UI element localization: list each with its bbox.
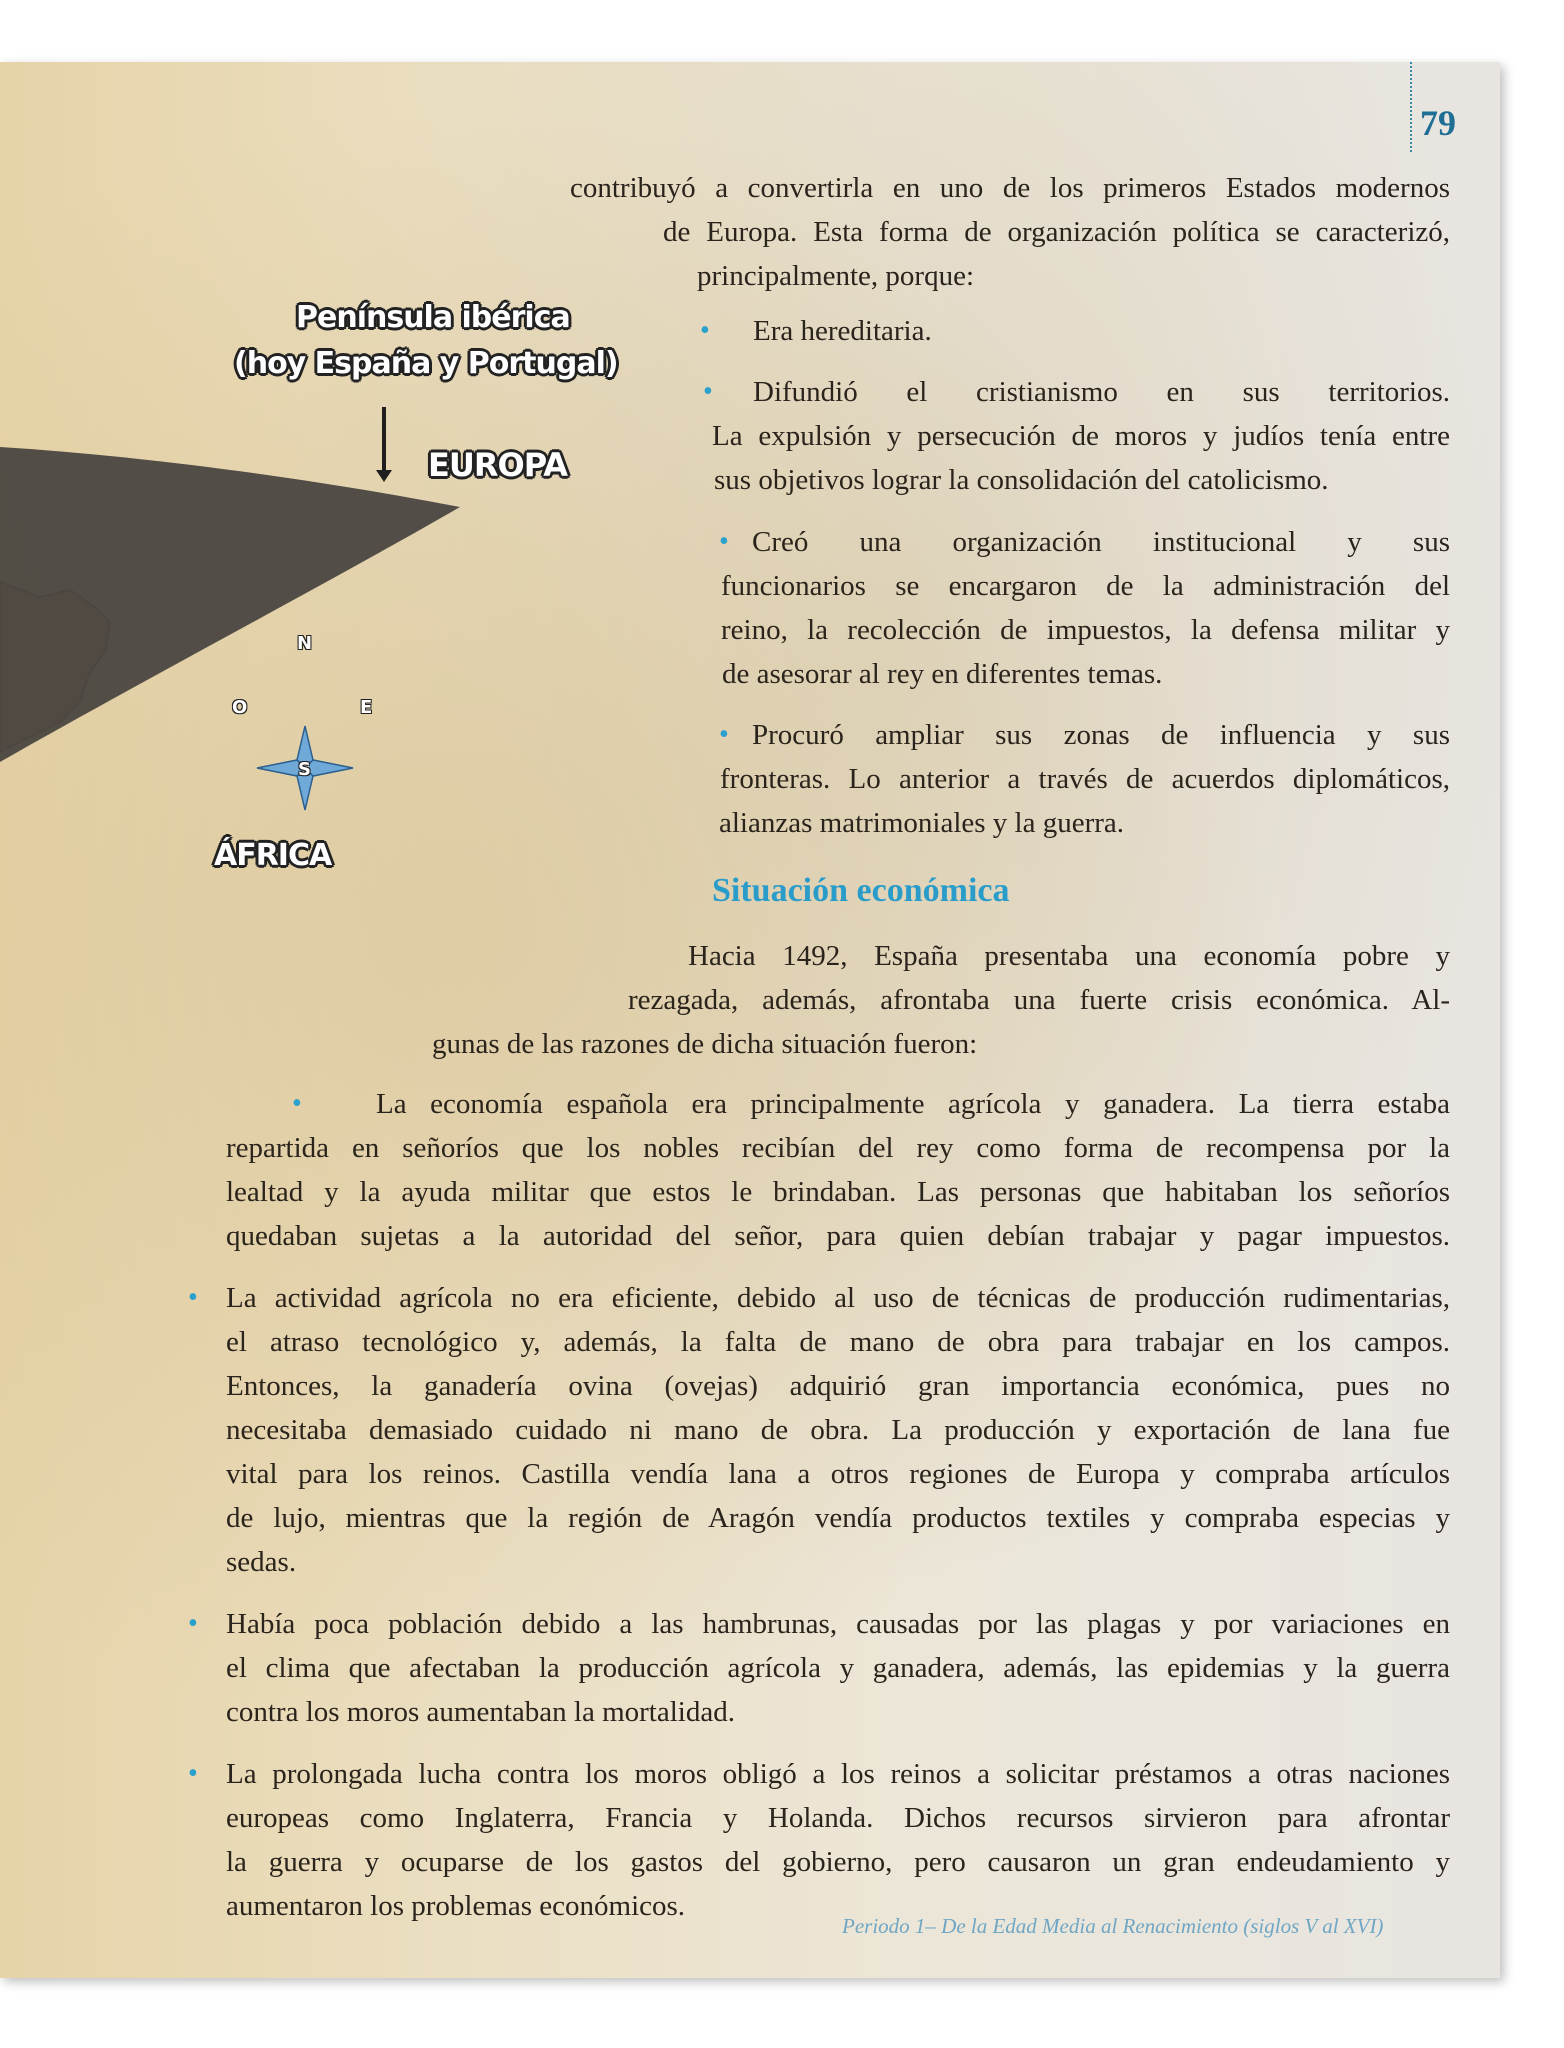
list-item-line: sus objetivos lograr la consolidación del catolicismo.: [714, 464, 1329, 496]
list-item-line: aumentaron los problemas económicos.: [226, 1890, 686, 1922]
intro-line-3: principalmente, porque:: [697, 260, 975, 292]
map-arrow-head: [376, 470, 392, 482]
list-item-line: Creó una organización institucional y sus: [752, 526, 1450, 558]
list-item-line: repartida en señoríos que los nobles recibían del rey como forma de recompensa por la: [226, 1132, 1450, 1164]
section-heading: Situación económica: [712, 872, 1010, 909]
page-number-rule: [1410, 62, 1412, 152]
intro-line-2: de Europa. Esta forma de organización política se caracterizó,: [663, 216, 1450, 248]
bullet-icon: •: [292, 1088, 302, 1119]
list-item-line: Difundió el cristianismo en sus territorios.: [753, 376, 1450, 408]
list-item-line: fronteras. Lo anterior a través de acuerdos diplomáticos,: [720, 763, 1450, 795]
list-item-line: europeas como Inglaterra, Francia y Holanda. Dichos recursos sirvieron para afrontar: [226, 1802, 1450, 1834]
list-item-line: necesitaba demasiado cuidado ni mano de obra. La producción y exportación de lana fue: [226, 1414, 1450, 1446]
economic-intro-line-2: rezagada, además, afrontaba una fuerte crisis económica. Al-: [628, 984, 1450, 1016]
compass-south: S: [298, 759, 311, 780]
list-item-line: la guerra y ocuparse de los gastos del gobierno, pero causaron un gran endeudamiento y: [226, 1846, 1450, 1878]
list-item-line: La prolongada lucha contra los moros obligó a los reinos a solicitar préstamos a otras naciones: [226, 1758, 1450, 1790]
intro-line-1: contribuyó a convertirla en uno de los primeros Estados modernos: [570, 172, 1450, 204]
list-item-line: Procuró ampliar sus zonas de influencia y sus: [752, 719, 1450, 751]
footer-caption: Periodo 1– De la Edad Media al Renacimiento (siglos V al XVI): [842, 1914, 1384, 1938]
list-item-line: reino, la recolección de impuestos, la defensa militar y: [721, 614, 1450, 646]
map-shadow: [0, 447, 460, 762]
list-item-line: contra los moros aumentaban la mortalidad.: [226, 1696, 735, 1728]
list-item-line: quedaban sujetas a la autoridad del señor, para quien debían trabajar y pagar impuestos.: [226, 1220, 1450, 1252]
list-item-line: Entonces, la ganadería ovina (ovejas) adquirió gran importancia económica, pues no: [226, 1370, 1450, 1402]
map-label-europa: EUROPA: [428, 446, 567, 484]
page: [0, 62, 1500, 1978]
list-item-line: el clima que afectaban la producción agrícola y ganadera, además, las epidemias y la guerra: [226, 1652, 1450, 1684]
list-item-line: Había poca población debido a las hambrunas, causadas por las plagas y por variaciones en: [226, 1608, 1450, 1640]
list-item-line: de asesorar al rey en diferentes temas.: [722, 658, 1163, 690]
list-item-line: sedas.: [226, 1546, 297, 1578]
list-item-line: funcionarios se encargaron de la administración del: [721, 570, 1450, 602]
list-item-line: alianzas matrimoniales y la guerra.: [719, 807, 1125, 839]
bullet-icon: •: [719, 526, 729, 557]
compass-north: N: [297, 633, 313, 654]
list-item-line: vital para los reinos. Castilla vendía lana a otros regiones de Europa y compraba artículos: [226, 1458, 1450, 1490]
economic-intro-line-1: Hacia 1492, España presentaba una economía pobre y: [688, 940, 1450, 972]
bullet-icon: •: [703, 376, 713, 407]
list-item-line: lealtad y la ayuda militar que estos le brindaban. Las personas que habitaban los señoríos: [226, 1176, 1450, 1208]
map-illustration: [0, 62, 620, 922]
list-item-line: La economía española era principalmente agrícola y ganadera. La tierra estaba: [376, 1088, 1450, 1120]
map-label-africa: ÁFRICA: [214, 838, 332, 873]
list-item-line: de lujo, mientras que la región de Aragón vendía productos textiles y compraba especias y: [226, 1502, 1450, 1534]
page-number: 79: [1420, 103, 1456, 143]
compass-west: O: [232, 697, 248, 718]
list-item-line: Era hereditaria.: [753, 315, 932, 347]
bullet-icon: •: [700, 315, 710, 346]
bullet-icon: •: [188, 1608, 198, 1639]
list-item-line: La expulsión y persecución de moros y judíos tenía entre: [712, 420, 1450, 452]
bullet-icon: •: [188, 1758, 198, 1789]
map-label-peninsula-line2: (hoy España y Portugal): [234, 346, 618, 381]
bullet-icon: •: [188, 1282, 198, 1313]
bullet-icon: •: [719, 719, 729, 750]
compass-east: E: [360, 697, 373, 718]
map-label-peninsula-line1: Península ibérica: [296, 300, 570, 335]
list-item-line: La actividad agrícola no era eficiente, debido al uso de técnicas de producción rudimentarias,: [226, 1282, 1450, 1314]
economic-intro-line-3: gunas de las razones de dicha situación fueron:: [432, 1028, 978, 1060]
list-item-line: el atraso tecnológico y, además, la falta de mano de obra para trabajar en los campos.: [226, 1326, 1450, 1358]
